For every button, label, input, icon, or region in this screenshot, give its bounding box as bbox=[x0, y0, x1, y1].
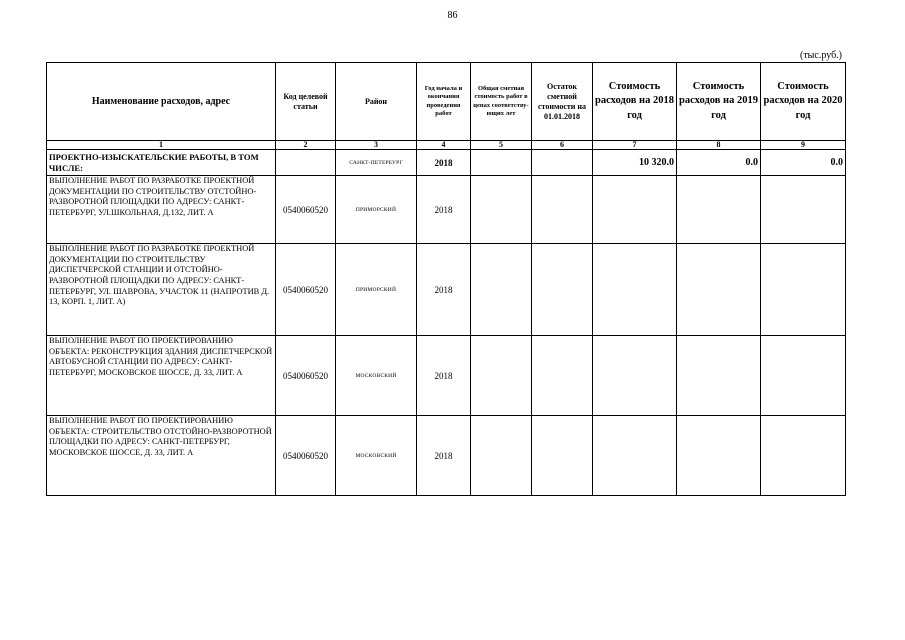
column-number: 6 bbox=[532, 141, 593, 150]
row-remainder bbox=[532, 336, 593, 416]
row-cost-2018 bbox=[593, 244, 677, 336]
column-number: 9 bbox=[761, 141, 846, 150]
row-cost-2019 bbox=[677, 336, 761, 416]
row-remainder bbox=[532, 176, 593, 244]
row-cost-2020 bbox=[761, 416, 846, 496]
row-total-cost bbox=[471, 336, 532, 416]
row-district: МОСКОВСКИЙ bbox=[336, 416, 417, 496]
row-cost-2020 bbox=[761, 176, 846, 244]
total-code bbox=[276, 150, 336, 176]
header-remainder: Остаток сметной стоимости на 01.01.2018 bbox=[532, 63, 593, 141]
row-name: ВЫПОЛНЕНИЕ РАБОТ ПО ПРОЕКТИРОВАНИЮ ОБЪЕКТА: РЕКОНСТРУКЦИЯ ЗДАНИЯ ДИСПЕТЧЕРСКОЙ АВТОБУСНОЙ СТАНЦИИ ПО АДРЕСУ: САНКТ-ПЕТЕРБУРГ, МОСКОВСКОЕ ШОССЕ, Д. 33, ЛИТ. А bbox=[47, 336, 276, 416]
row-code: 0540060520 bbox=[276, 244, 336, 336]
column-number: 7 bbox=[593, 141, 677, 150]
row-cost-2018 bbox=[593, 336, 677, 416]
column-number: 2 bbox=[276, 141, 336, 150]
row-code: 0540060520 bbox=[276, 416, 336, 496]
row-cost-2018 bbox=[593, 416, 677, 496]
total-district: САНКТ-ПЕТЕРБУРГ bbox=[336, 150, 417, 176]
header-cost-2019: Стоимость расходов на 2019 год bbox=[677, 63, 761, 141]
row-name: ВЫПОЛНЕНИЕ РАБОТ ПО ПРОЕКТИРОВАНИЮ ОБЪЕКТА: СТРОИТЕЛЬСТВО ОТСТОЙНО-РАЗВОРОТНОЙ ПЛОЩАДКИ ПО АДРЕСУ: САНКТ-ПЕТЕРБУРГ, МОСКОВСКОЕ ШОССЕ, Д. 33, ЛИТ. А bbox=[47, 416, 276, 496]
table-row bbox=[47, 336, 846, 416]
row-year: 2018 bbox=[417, 244, 471, 336]
total-name: ПРОЕКТНО-ИЗЫСКАТЕЛЬСКИЕ РАБОТЫ, В ТОМ ЧИСЛЕ: bbox=[47, 150, 276, 176]
row-cost-2018 bbox=[593, 176, 677, 244]
table-row bbox=[47, 176, 846, 244]
total-cost-2020: 0.0 bbox=[761, 150, 846, 176]
header-cost-2018: Стоимость расходов на 2018 год bbox=[593, 63, 677, 141]
row-total-cost bbox=[471, 176, 532, 244]
row-district: ПРИМОРСКИЙ bbox=[336, 244, 417, 336]
header-name: Наименование расходов, адрес bbox=[47, 63, 276, 141]
row-district: ПРИМОРСКИЙ bbox=[336, 176, 417, 244]
total-cost-2018: 10 320.0 bbox=[593, 150, 677, 176]
row-cost-2020 bbox=[761, 336, 846, 416]
row-year: 2018 bbox=[417, 416, 471, 496]
row-cost-2019 bbox=[677, 416, 761, 496]
header-cost-2020: Стоимость расходов на 2020 год bbox=[761, 63, 846, 141]
column-number: 5 bbox=[471, 141, 532, 150]
row-cost-2020 bbox=[761, 244, 846, 336]
row-code: 0540060520 bbox=[276, 176, 336, 244]
row-name: ВЫПОЛНЕНИЕ РАБОТ ПО РАЗРАБОТКЕ ПРОЕКТНОЙ ДОКУМЕНТАЦИИ ПО СТРОИТЕЛЬСТВУ ДИСПЕТЧЕРСКОЙ СТАНЦИИ И ОТСТОЙНО-РАЗВОРОТНОЙ ПЛОЩАДКИ ПО АДРЕСУ: САНКТ-ПЕТЕРБУРГ, УЛ. ШАВРОВА, УЧАСТОК 11 (НАПРОТИВ Д. 13, КОРП. 1, ЛИТ. А) bbox=[47, 244, 276, 336]
page-number: 86 bbox=[447, 10, 458, 21]
row-year: 2018 bbox=[417, 336, 471, 416]
total-remainder bbox=[532, 150, 593, 176]
row-name: ВЫПОЛНЕНИЕ РАБОТ ПО РАЗРАБОТКЕ ПРОЕКТНОЙ ДОКУМЕНТАЦИИ ПО СТРОИТЕЛЬСТВУ ОТСТОЙНО-РАЗВОРОТНОЙ ПЛОЩАДКИ ПО АДРЕСУ: САНКТ-ПЕТЕРБУРГ, УЛ.ШКОЛЬНАЯ, Д.132, ЛИТ. А bbox=[47, 176, 276, 244]
total-total-cost bbox=[471, 150, 532, 176]
row-remainder bbox=[532, 416, 593, 496]
row-code: 0540060520 bbox=[276, 336, 336, 416]
table-row bbox=[47, 416, 846, 496]
budget-table bbox=[46, 62, 846, 496]
column-number-row bbox=[47, 141, 846, 150]
row-remainder bbox=[532, 244, 593, 336]
header-total-cost: Общая сметная стоимость работ в ценах соответству-ющих лет bbox=[471, 63, 532, 141]
header-year: Год начала и окончания проведения работ bbox=[417, 63, 471, 141]
table-row bbox=[47, 244, 846, 336]
column-number: 1 bbox=[47, 141, 276, 150]
units-label: (тыс.руб.) bbox=[799, 50, 842, 61]
row-year: 2018 bbox=[417, 176, 471, 244]
total-cost-2019: 0.0 bbox=[677, 150, 761, 176]
column-number: 8 bbox=[677, 141, 761, 150]
header-row bbox=[47, 63, 846, 141]
total-year: 2018 bbox=[417, 150, 471, 176]
column-number: 4 bbox=[417, 141, 471, 150]
column-number: 3 bbox=[336, 141, 417, 150]
row-cost-2019 bbox=[677, 244, 761, 336]
row-total-cost bbox=[471, 244, 532, 336]
header-district: Район bbox=[336, 63, 417, 141]
row-cost-2019 bbox=[677, 176, 761, 244]
header-code: Код целевой статьи bbox=[276, 63, 336, 141]
row-total-cost bbox=[471, 416, 532, 496]
total-row bbox=[47, 150, 846, 176]
row-district: МОСКОВСКИЙ bbox=[336, 336, 417, 416]
